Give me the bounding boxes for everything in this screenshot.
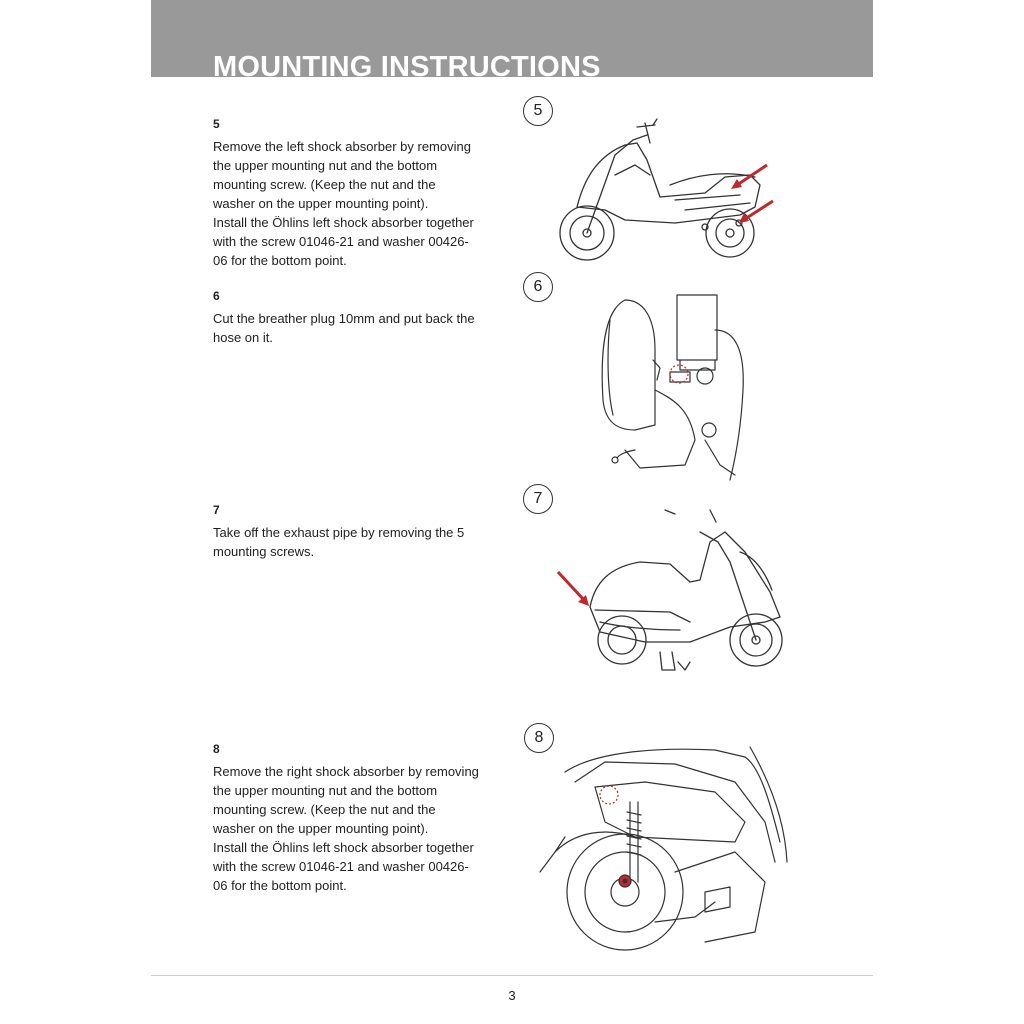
- step-number: 7: [213, 503, 220, 517]
- upper-nut-marker: [600, 786, 618, 804]
- step-text: Take off the exhaust pipe by removing the 5 mounting screws.: [213, 525, 465, 559]
- step-badge-8: 8: [524, 723, 554, 753]
- step-badge-6: 6: [523, 272, 553, 302]
- step-number: 6: [213, 289, 220, 303]
- right-shock-closeup-illustration: [535, 742, 790, 952]
- step-5: [213, 117, 508, 270]
- step-text: Cut the breather plug 10mm and put back the hose on it.: [213, 311, 475, 345]
- arrow-upper-nut: [737, 165, 767, 185]
- breather-plug-illustration: [595, 290, 750, 485]
- footer-divider: [151, 975, 873, 976]
- step-7: [213, 503, 508, 561]
- step-badge-5: 5: [523, 96, 553, 126]
- step-number: 5: [213, 117, 220, 131]
- step-6: [213, 289, 508, 347]
- step-8: [213, 742, 508, 895]
- step-number: 8: [213, 742, 220, 756]
- page-number: 3: [508, 988, 516, 1003]
- cut-location-marker: [670, 365, 688, 383]
- scooter-exhaust-illustration: [550, 502, 790, 674]
- arrow-exhaust-screws: [558, 572, 584, 600]
- scooter-left-side-illustration: [555, 115, 785, 265]
- step-text: Remove the left shock absorber by removing the upper mounting nut and the bottom mounting screw. (Keep the nut and the washer on the upper mounting point). Install the Öhlins left shock absorber together with the screw 01046-21 and washer 00426- 06 for the bottom point.: [213, 139, 474, 268]
- step-badge-7: 7: [523, 484, 553, 514]
- header-bar: [151, 0, 873, 77]
- arrow-bottom-screw: [745, 201, 773, 219]
- step-text: Remove the right shock absorber by removing the upper mounting nut and the bottom mounting screw. (Keep the nut and the washer on the upper mounting point). Install the Öhlins left shock absorber together with the screw 01046-21 and washer 00426- 06 for the bottom point.: [213, 764, 479, 893]
- page-title: MOUNTING INSTRUCTIONS: [213, 51, 601, 77]
